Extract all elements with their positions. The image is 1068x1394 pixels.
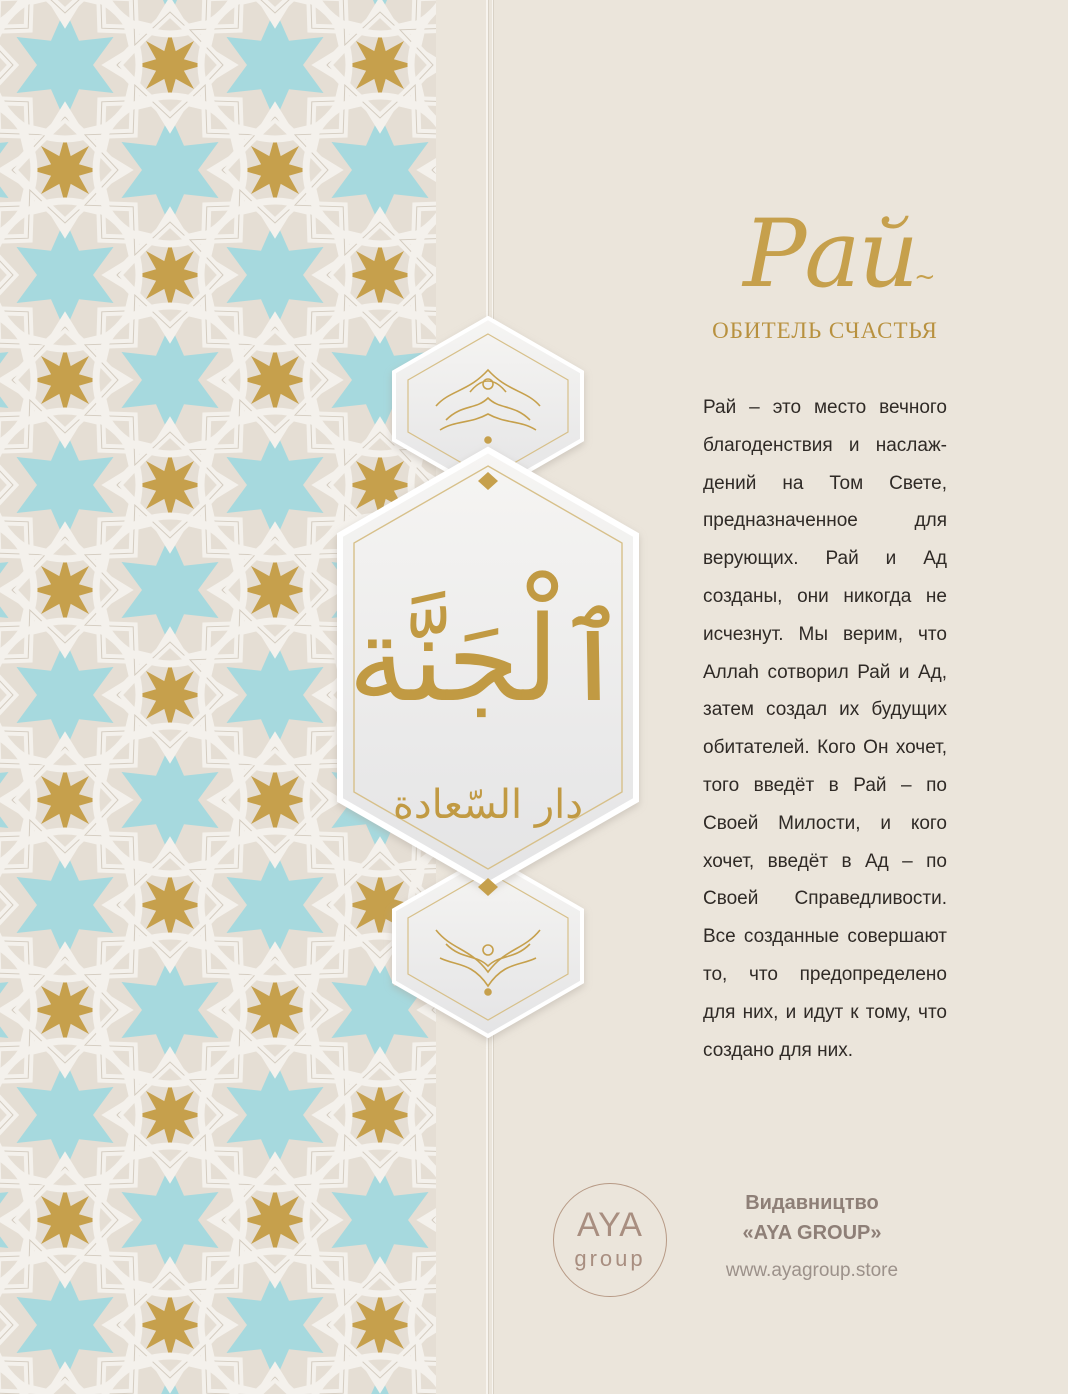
publisher-name: «AYA GROUP» (742, 1222, 882, 1244)
publisher-logo (553, 1183, 667, 1297)
arabic-calligraphy-sub: دار السّعادة (392, 782, 584, 828)
description-paragraph: Рай – это место вечного благоденствия и наслаж-дений на Том Свете, предназначенное для верующих. Рай и Ад созданы, они никогда не исчезнут. Мы верим, что Аллаh сотворил Рай и Ад, затем создал их будущих обитателей. Кого Он хочет, того введёт в Рай – по Своей Милости, и кого хочет, введёт в Ад – по Своей Справедливости. Все созданные совершают то, что предопределено для них, и идут к тому, что создано для них. (703, 397, 947, 1061)
gold-star (31, 1186, 99, 1254)
title-flourish-icon: ~ (914, 262, 936, 292)
subtitle: ОБИТЕЛЬ СЧАСТЬЯ (712, 318, 938, 343)
gold-star (241, 1186, 309, 1254)
gold-star (241, 556, 309, 624)
calligraphy-medallion (330, 310, 650, 1070)
logo-text-aya: AYA (577, 1206, 643, 1244)
gold-star (31, 346, 99, 414)
gold-star (31, 136, 99, 204)
gold-star (31, 766, 99, 834)
title-script: Рай (743, 200, 917, 309)
logo-text-group: group (574, 1246, 646, 1271)
publisher-website-link[interactable]: www.ayagroup.store (725, 1260, 899, 1281)
gold-star (241, 976, 309, 1044)
arabic-calligraphy-main: ٱلْجَنَّة (347, 590, 629, 728)
gold-star (241, 346, 309, 414)
gold-star (31, 976, 99, 1044)
gold-star (241, 136, 309, 204)
gold-star (31, 556, 99, 624)
gold-star (241, 766, 309, 834)
publisher-label: Видавництво (745, 1192, 879, 1214)
